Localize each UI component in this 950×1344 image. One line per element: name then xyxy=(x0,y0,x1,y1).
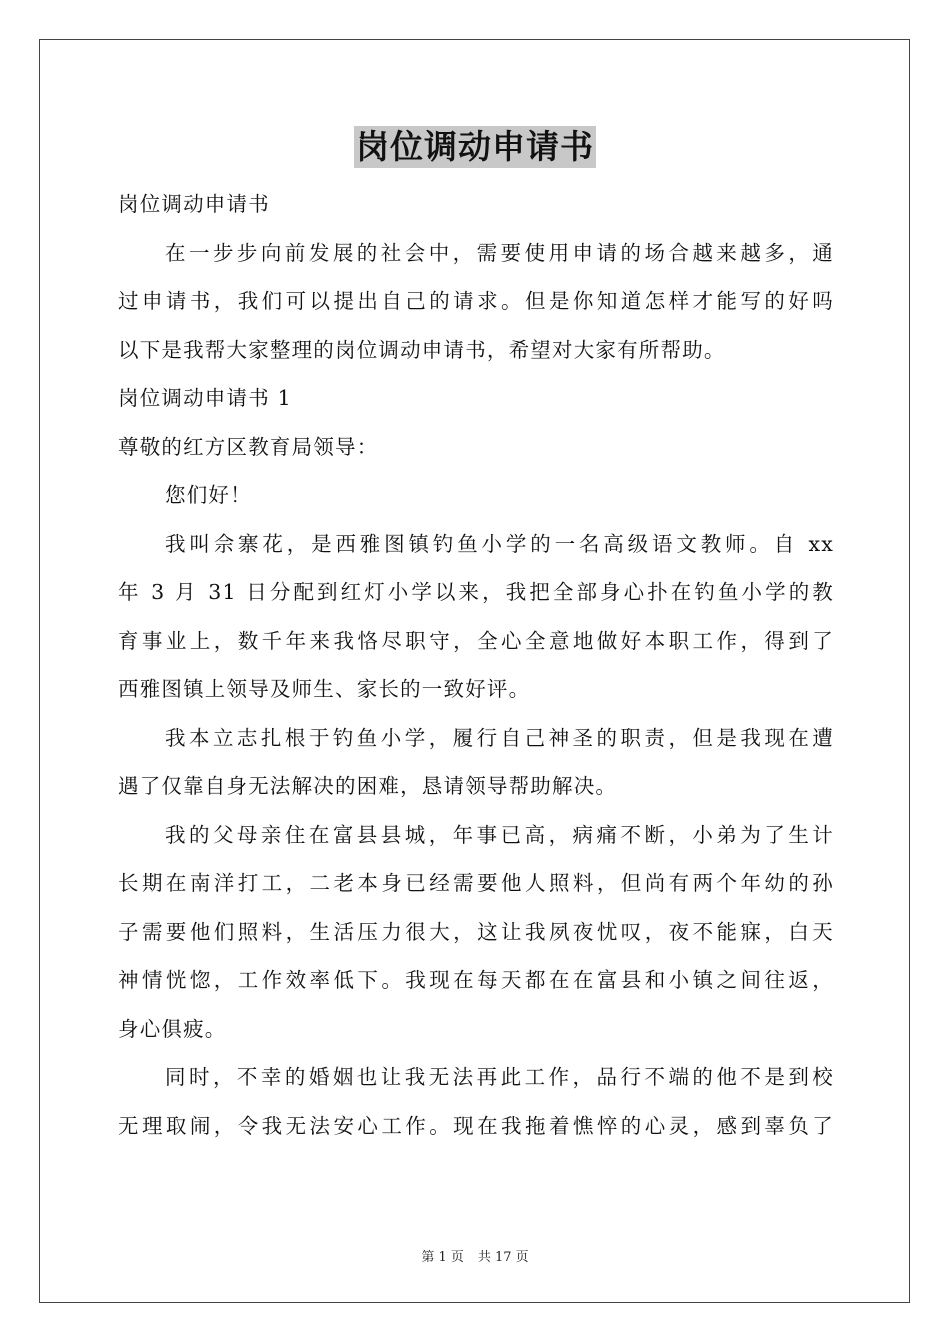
text-line: 我叫佘寨花，是西雅图镇钓鱼小学的一名高级语文教师。自 xx xyxy=(165,531,834,556)
text-line: 我的父母亲住在富县县城，年事已高，病痛不断，小弟为了生计 xyxy=(165,822,834,847)
text-line: 子需要他们照料，生活压力很大，这让我夙夜忧叹，夜不能寐，白天 xyxy=(118,919,834,944)
page-total: 共 17 页 xyxy=(477,1250,529,1265)
text-line: 年 3 月 31 日分配到红灯小学以来，我把全部身心扑在钓鱼小学的教 xyxy=(118,580,834,604)
text-line: 您们好！ xyxy=(165,483,252,507)
text-line: 我本立志扎根于钓鱼小学，履行自己神圣的职责，但是我现在遭 xyxy=(165,725,834,750)
text-line: 以下是我帮大家整理的岗位调动申请书，希望对大家有所帮助。 xyxy=(118,337,726,362)
text-line: 无理取闹，令我无法安心工作。现在我拖着憔悴的心灵，感到辜负了 xyxy=(118,1113,834,1138)
text-line: 西雅图镇上领导及师生、家长的一致好评。 xyxy=(118,677,531,701)
text-line: 岗位调动申请书 1 xyxy=(118,386,292,410)
page-footer xyxy=(0,1246,950,1265)
text-line: 遇了仅靠自身无法解决的困难，恳请领导帮助解决。 xyxy=(118,774,618,798)
text-line: 长期在南洋打工，二老本身已经需要他人照料，但尚有两个年幼的孙 xyxy=(118,871,834,895)
text-line: 岗位调动申请书 xyxy=(118,192,270,216)
text-line: 过申请书，我们可以提出自己的请求。但是你知道怎样才能写的好吗 xyxy=(118,289,834,313)
document-body xyxy=(118,180,834,1150)
text-line: 尊敬的红方区教育局领导： xyxy=(118,434,379,459)
text-line: 育事业上，数千年来我恪尽职守，全心全意地做好本职工作，得到了 xyxy=(118,628,834,653)
title-container xyxy=(0,126,950,168)
text-line: 身心俱疲。 xyxy=(118,1016,227,1041)
text-line: 神情恍惚，工作效率低下。我现在每天都在在富县和小镇之间往返， xyxy=(118,968,834,992)
text-line: 在一步步向前发展的社会中，需要使用申请的场合越来越多，通 xyxy=(165,240,834,265)
document-title: 岗位调动申请书 xyxy=(356,127,594,166)
page-number: 第 1 页 xyxy=(421,1250,464,1265)
text-line: 同时，不幸的婚姻也让我无法再此工作，品行不端的他不是到校 xyxy=(165,1065,834,1089)
